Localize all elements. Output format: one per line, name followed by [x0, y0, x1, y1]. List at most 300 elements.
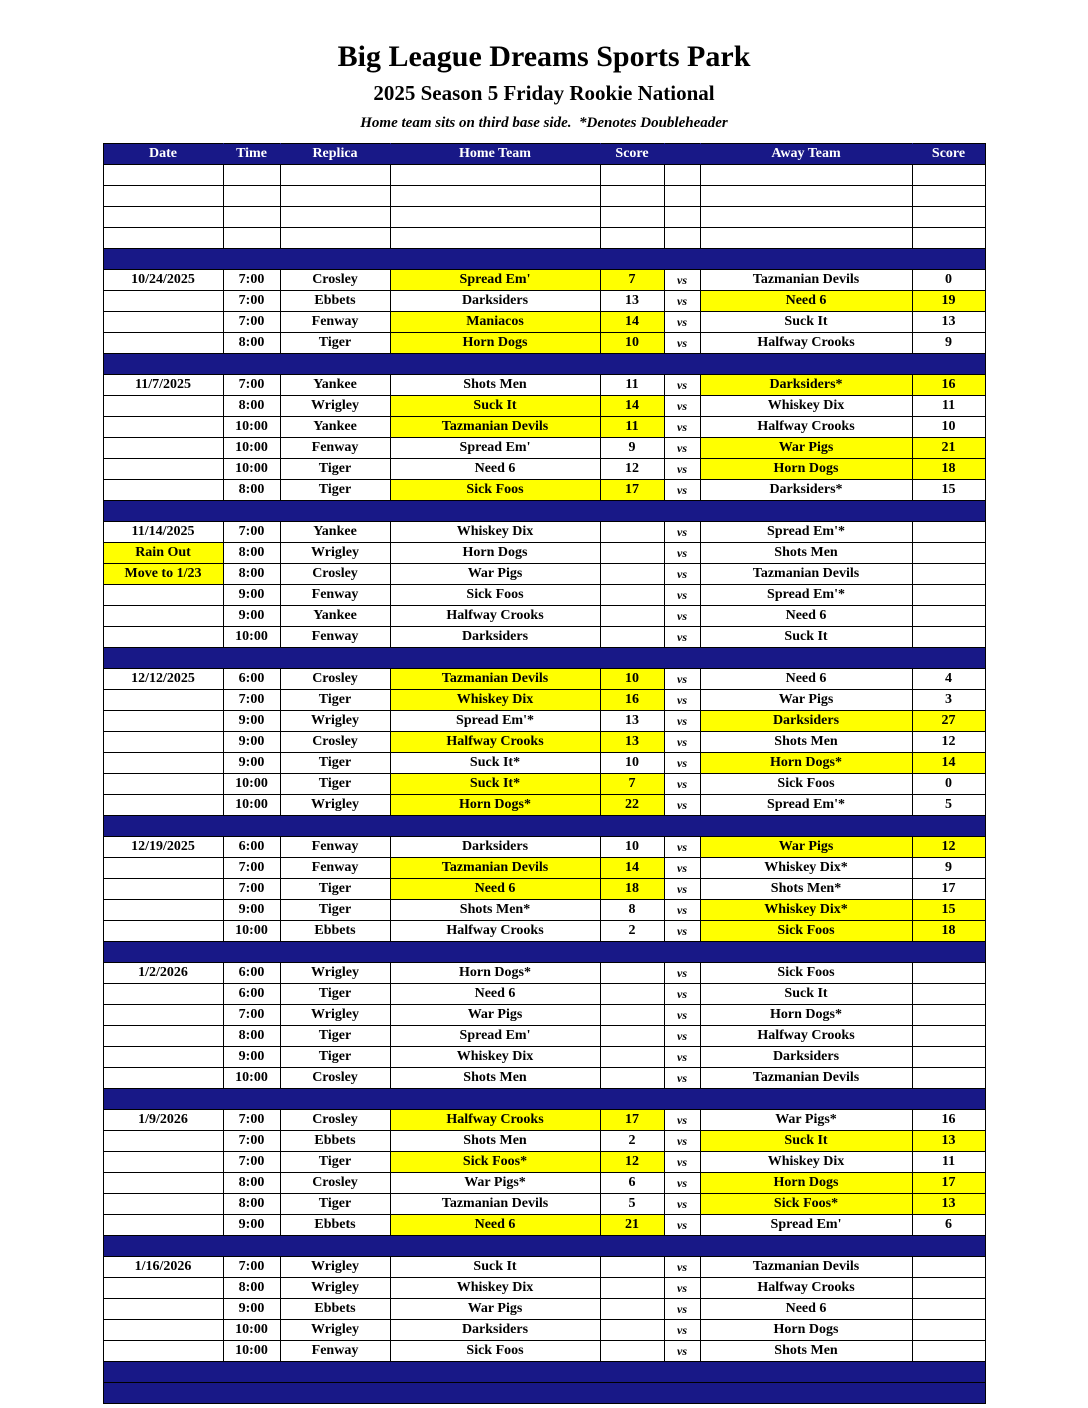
game-row: [103, 585, 985, 606]
away-score-cell: [912, 228, 985, 249]
home-score-cell: [600, 963, 664, 984]
time-cell: 6:00: [223, 984, 280, 1005]
game-row: [103, 1341, 985, 1362]
home-team-cell: Suck It*: [390, 774, 600, 795]
home-score-cell: [600, 1026, 664, 1047]
empty-row: [103, 165, 985, 186]
vs-cell: vs: [664, 270, 700, 291]
vs-cell: vs: [664, 1005, 700, 1026]
separator-band: [103, 1089, 985, 1110]
away-score-cell: [912, 963, 985, 984]
game-row: [103, 417, 985, 438]
away-team-cell: Whiskey Dix*: [700, 858, 912, 879]
date-cell: 1/9/2026: [103, 1110, 223, 1131]
home-score-cell: [600, 207, 664, 228]
time-cell: 10:00: [223, 1320, 280, 1341]
date-cell: [103, 606, 223, 627]
home-team-cell: Whiskey Dix: [390, 1278, 600, 1299]
game-row: [103, 1278, 985, 1299]
vs-cell: vs: [664, 417, 700, 438]
home-score-cell: [600, 564, 664, 585]
away-score-cell: 15: [912, 900, 985, 921]
date-cell: 11/14/2025: [103, 522, 223, 543]
home-score-cell: 2: [600, 921, 664, 942]
game-row: [103, 753, 985, 774]
game-row: [103, 669, 985, 690]
home-team-cell: Tazmanian Devils: [390, 417, 600, 438]
replica-cell: Crosley: [280, 270, 390, 291]
empty-row: [103, 228, 985, 249]
away-team-cell: Shots Men: [700, 1341, 912, 1362]
header-replica: Replica: [280, 144, 390, 165]
replica-cell: Ebbets: [280, 1299, 390, 1320]
replica-cell: [280, 165, 390, 186]
replica-cell: [280, 186, 390, 207]
home-score-cell: 14: [600, 312, 664, 333]
away-score-cell: 13: [912, 1131, 985, 1152]
home-score-cell: 12: [600, 1152, 664, 1173]
vs-cell: vs: [664, 333, 700, 354]
date-cell: [103, 690, 223, 711]
vs-cell: vs: [664, 543, 700, 564]
time-cell: 8:00: [223, 1278, 280, 1299]
replica-cell: Fenway: [280, 627, 390, 648]
time-cell: 8:00: [223, 1026, 280, 1047]
away-team-cell: Need 6: [700, 291, 912, 312]
date-cell: [103, 1299, 223, 1320]
date-cell: [103, 984, 223, 1005]
empty-row: [103, 186, 985, 207]
replica-cell: Fenway: [280, 438, 390, 459]
home-score-cell: 11: [600, 375, 664, 396]
game-row: [103, 333, 985, 354]
game-row: [103, 1152, 985, 1173]
away-team-cell: Halfway Crooks: [700, 1026, 912, 1047]
home-team-cell: War Pigs: [390, 1299, 600, 1320]
home-team-cell: Shots Men*: [390, 900, 600, 921]
separator-row: [103, 816, 985, 837]
game-row: [103, 963, 985, 984]
time-cell: 7:00: [223, 291, 280, 312]
away-score-cell: 16: [912, 1110, 985, 1131]
game-row: [103, 312, 985, 333]
time-cell: 7:00: [223, 858, 280, 879]
game-row: [103, 480, 985, 501]
vs-cell: [664, 165, 700, 186]
away-team-cell: Suck It: [700, 627, 912, 648]
vs-cell: vs: [664, 858, 700, 879]
vs-cell: vs: [664, 375, 700, 396]
vs-cell: vs: [664, 438, 700, 459]
replica-cell: Tiger: [280, 1047, 390, 1068]
home-team-cell: Horn Dogs: [390, 333, 600, 354]
home-score-cell: 7: [600, 774, 664, 795]
replica-cell: Fenway: [280, 837, 390, 858]
replica-cell: Tiger: [280, 879, 390, 900]
vs-cell: vs: [664, 1173, 700, 1194]
game-row: [103, 1068, 985, 1089]
vs-cell: vs: [664, 795, 700, 816]
time-cell: 10:00: [223, 438, 280, 459]
separator-row: [103, 1236, 985, 1257]
home-team-cell: Tazmanian Devils: [390, 1194, 600, 1215]
time-cell: 7:00: [223, 522, 280, 543]
away-score-cell: [912, 1068, 985, 1089]
date-cell: [103, 921, 223, 942]
vs-cell: vs: [664, 1110, 700, 1131]
away-team-cell: Shots Men: [700, 732, 912, 753]
home-team-cell: War Pigs*: [390, 1173, 600, 1194]
home-team-cell: Suck It: [390, 1257, 600, 1278]
replica-cell: Tiger: [280, 900, 390, 921]
vs-cell: vs: [664, 774, 700, 795]
vs-cell: vs: [664, 963, 700, 984]
vs-cell: vs: [664, 522, 700, 543]
away-score-cell: 21: [912, 438, 985, 459]
vs-cell: vs: [664, 837, 700, 858]
home-score-cell: 7: [600, 270, 664, 291]
away-score-cell: [912, 1005, 985, 1026]
date-cell: [103, 1278, 223, 1299]
away-team-cell: [700, 207, 912, 228]
date-cell: [103, 1152, 223, 1173]
away-team-cell: Need 6: [700, 669, 912, 690]
away-team-cell: Shots Men*: [700, 879, 912, 900]
separator-band: [103, 249, 985, 270]
vs-cell: vs: [664, 1068, 700, 1089]
away-team-cell: Suck It: [700, 1131, 912, 1152]
time-cell: 9:00: [223, 585, 280, 606]
away-score-cell: 27: [912, 711, 985, 732]
vs-cell: vs: [664, 984, 700, 1005]
away-score-cell: 9: [912, 858, 985, 879]
replica-cell: Wrigley: [280, 711, 390, 732]
replica-cell: Tiger: [280, 1194, 390, 1215]
vs-cell: vs: [664, 900, 700, 921]
vs-cell: [664, 228, 700, 249]
replica-cell: Crosley: [280, 732, 390, 753]
home-team-cell: [390, 165, 600, 186]
away-score-cell: [912, 522, 985, 543]
game-row: [103, 732, 985, 753]
time-cell: 10:00: [223, 1068, 280, 1089]
vs-cell: vs: [664, 669, 700, 690]
home-score-cell: 14: [600, 396, 664, 417]
date-cell: [103, 711, 223, 732]
replica-cell: Wrigley: [280, 963, 390, 984]
date-cell: [103, 1320, 223, 1341]
separator-row: [103, 354, 985, 375]
date-cell: [103, 291, 223, 312]
home-team-cell: Suck It*: [390, 753, 600, 774]
vs-cell: vs: [664, 606, 700, 627]
replica-cell: Yankee: [280, 375, 390, 396]
home-team-cell: Shots Men: [390, 1068, 600, 1089]
header-vs: [664, 144, 700, 165]
replica-cell: Wrigley: [280, 396, 390, 417]
time-cell: 6:00: [223, 837, 280, 858]
home-score-cell: 10: [600, 333, 664, 354]
home-team-cell: Darksiders: [390, 1320, 600, 1341]
away-score-cell: 10: [912, 417, 985, 438]
home-team-cell: Whiskey Dix: [390, 690, 600, 711]
time-cell: [223, 186, 280, 207]
vs-cell: vs: [664, 291, 700, 312]
home-score-cell: [600, 1299, 664, 1320]
date-cell: Rain Out: [103, 543, 223, 564]
header-home-team: Home Team: [390, 144, 600, 165]
home-score-cell: 17: [600, 480, 664, 501]
time-cell: 9:00: [223, 753, 280, 774]
replica-cell: Ebbets: [280, 921, 390, 942]
date-cell: [103, 1068, 223, 1089]
game-row: [103, 438, 985, 459]
away-team-cell: Sick Foos: [700, 921, 912, 942]
game-row: [103, 1131, 985, 1152]
home-score-cell: 9: [600, 438, 664, 459]
vs-cell: vs: [664, 585, 700, 606]
game-row: [103, 774, 985, 795]
replica-cell: Crosley: [280, 564, 390, 585]
away-team-cell: Horn Dogs: [700, 1173, 912, 1194]
page-header: [0, 0, 1088, 132]
away-team-cell: Whiskey Dix: [700, 396, 912, 417]
time-cell: 9:00: [223, 606, 280, 627]
game-row: [103, 984, 985, 1005]
time-cell: 7:00: [223, 312, 280, 333]
home-team-cell: Darksiders: [390, 837, 600, 858]
time-cell: [223, 207, 280, 228]
date-cell: [103, 585, 223, 606]
home-score-cell: 17: [600, 1110, 664, 1131]
away-team-cell: Horn Dogs: [700, 459, 912, 480]
away-score-cell: [912, 1341, 985, 1362]
away-score-cell: 18: [912, 459, 985, 480]
date-cell: 10/24/2025: [103, 270, 223, 291]
vs-cell: vs: [664, 711, 700, 732]
game-row: [103, 1047, 985, 1068]
vs-cell: vs: [664, 879, 700, 900]
date-cell: [103, 858, 223, 879]
away-score-cell: [912, 984, 985, 1005]
date-cell: Move to 1/23: [103, 564, 223, 585]
header-away-team: Away Team: [700, 144, 912, 165]
replica-cell: Wrigley: [280, 1005, 390, 1026]
replica-cell: Fenway: [280, 1341, 390, 1362]
game-row: [103, 459, 985, 480]
date-cell: [103, 627, 223, 648]
header-date: Date: [103, 144, 223, 165]
home-score-cell: 2: [600, 1131, 664, 1152]
home-team-cell: Suck It: [390, 396, 600, 417]
away-team-cell: Halfway Crooks: [700, 1278, 912, 1299]
separator-row: [103, 648, 985, 669]
away-score-cell: [912, 1320, 985, 1341]
schedule-body: [103, 165, 985, 1404]
vs-cell: vs: [664, 1278, 700, 1299]
home-team-cell: Need 6: [390, 459, 600, 480]
replica-cell: Yankee: [280, 417, 390, 438]
vs-cell: vs: [664, 1299, 700, 1320]
away-team-cell: Tazmanian Devils: [700, 1257, 912, 1278]
home-team-cell: Spread Em': [390, 1026, 600, 1047]
away-team-cell: Need 6: [700, 606, 912, 627]
vs-cell: vs: [664, 921, 700, 942]
game-row: [103, 900, 985, 921]
away-team-cell: Darksiders: [700, 711, 912, 732]
away-score-cell: 11: [912, 396, 985, 417]
away-team-cell: [700, 228, 912, 249]
replica-cell: Crosley: [280, 1173, 390, 1194]
header-row: [103, 144, 985, 165]
time-cell: 8:00: [223, 1173, 280, 1194]
away-score-cell: [912, 564, 985, 585]
away-team-cell: Horn Dogs*: [700, 753, 912, 774]
date-cell: [103, 186, 223, 207]
replica-cell: Crosley: [280, 669, 390, 690]
time-cell: 10:00: [223, 627, 280, 648]
vs-cell: [664, 207, 700, 228]
home-score-cell: [600, 1047, 664, 1068]
page-subtitle: 2025 Season 5 Friday Rookie National: [373, 81, 715, 105]
separator-row: [103, 942, 985, 963]
home-team-cell: Whiskey Dix: [390, 522, 600, 543]
time-cell: 7:00: [223, 690, 280, 711]
time-cell: 10:00: [223, 417, 280, 438]
home-score-cell: 13: [600, 291, 664, 312]
away-score-cell: [912, 606, 985, 627]
time-cell: 8:00: [223, 480, 280, 501]
home-score-cell: [600, 186, 664, 207]
date-cell: [103, 480, 223, 501]
home-team-cell: Horn Dogs*: [390, 963, 600, 984]
time-cell: 10:00: [223, 774, 280, 795]
game-row: [103, 1026, 985, 1047]
time-cell: 7:00: [223, 1005, 280, 1026]
date-cell: [103, 228, 223, 249]
date-cell: 1/16/2026: [103, 1257, 223, 1278]
time-cell: 7:00: [223, 1257, 280, 1278]
away-team-cell: Spread Em'*: [700, 795, 912, 816]
replica-cell: Tiger: [280, 1152, 390, 1173]
home-team-cell: Tazmanian Devils: [390, 669, 600, 690]
home-score-cell: [600, 522, 664, 543]
date-cell: [103, 165, 223, 186]
time-cell: 8:00: [223, 543, 280, 564]
vs-cell: vs: [664, 1131, 700, 1152]
date-cell: [103, 207, 223, 228]
separator-row: [103, 501, 985, 522]
empty-row: [103, 207, 985, 228]
away-score-cell: 6: [912, 1215, 985, 1236]
separator-band: [103, 648, 985, 669]
date-cell: [103, 1047, 223, 1068]
away-score-cell: [912, 1278, 985, 1299]
away-team-cell: Tazmanian Devils: [700, 1068, 912, 1089]
away-team-cell: Darksiders: [700, 1047, 912, 1068]
time-cell: 7:00: [223, 270, 280, 291]
home-team-cell: Shots Men: [390, 375, 600, 396]
home-team-cell: Sick Foos: [390, 585, 600, 606]
away-score-cell: 18: [912, 921, 985, 942]
home-score-cell: 21: [600, 1215, 664, 1236]
home-team-cell: Need 6: [390, 1215, 600, 1236]
home-team-cell: War Pigs: [390, 1005, 600, 1026]
replica-cell: Wrigley: [280, 1320, 390, 1341]
game-row: [103, 543, 985, 564]
replica-cell: Crosley: [280, 1068, 390, 1089]
replica-cell: Tiger: [280, 480, 390, 501]
date-cell: 12/19/2025: [103, 837, 223, 858]
home-score-cell: 10: [600, 669, 664, 690]
vs-cell: vs: [664, 312, 700, 333]
time-cell: 9:00: [223, 732, 280, 753]
home-score-cell: [600, 165, 664, 186]
game-row: [103, 1320, 985, 1341]
home-score-cell: [600, 1068, 664, 1089]
home-score-cell: [600, 1257, 664, 1278]
separator-row: [103, 1362, 985, 1383]
date-cell: [103, 1005, 223, 1026]
vs-cell: vs: [664, 1320, 700, 1341]
replica-cell: Ebbets: [280, 1215, 390, 1236]
game-row: [103, 564, 985, 585]
separator-band: [103, 816, 985, 837]
home-score-cell: 10: [600, 837, 664, 858]
away-team-cell: [700, 186, 912, 207]
time-cell: [223, 228, 280, 249]
away-team-cell: Sick Foos: [700, 963, 912, 984]
home-score-cell: [600, 228, 664, 249]
date-cell: [103, 312, 223, 333]
away-score-cell: 17: [912, 879, 985, 900]
away-score-cell: 13: [912, 312, 985, 333]
away-score-cell: [912, 1047, 985, 1068]
away-team-cell: Spread Em': [700, 1215, 912, 1236]
vs-cell: vs: [664, 459, 700, 480]
home-team-cell: Spread Em'*: [390, 711, 600, 732]
home-score-cell: 13: [600, 732, 664, 753]
home-team-cell: Need 6: [390, 984, 600, 1005]
home-score-cell: 10: [600, 753, 664, 774]
game-row: [103, 627, 985, 648]
away-score-cell: 12: [912, 732, 985, 753]
replica-cell: Fenway: [280, 858, 390, 879]
home-team-cell: Sick Foos: [390, 480, 600, 501]
away-team-cell: Whiskey Dix: [700, 1152, 912, 1173]
separator-band: [103, 1236, 985, 1257]
date-cell: [103, 795, 223, 816]
home-score-cell: [600, 1005, 664, 1026]
away-score-cell: [912, 207, 985, 228]
time-cell: 7:00: [223, 1110, 280, 1131]
time-cell: 6:00: [223, 669, 280, 690]
home-team-cell: Halfway Crooks: [390, 606, 600, 627]
replica-cell: Tiger: [280, 690, 390, 711]
date-cell: [103, 774, 223, 795]
away-team-cell: [700, 165, 912, 186]
home-score-cell: 11: [600, 417, 664, 438]
time-cell: 8:00: [223, 333, 280, 354]
away-score-cell: 19: [912, 291, 985, 312]
away-score-cell: 16: [912, 375, 985, 396]
replica-cell: Ebbets: [280, 1131, 390, 1152]
time-cell: [223, 165, 280, 186]
date-cell: [103, 1173, 223, 1194]
game-row: [103, 1005, 985, 1026]
home-team-cell: [390, 207, 600, 228]
away-score-cell: [912, 627, 985, 648]
